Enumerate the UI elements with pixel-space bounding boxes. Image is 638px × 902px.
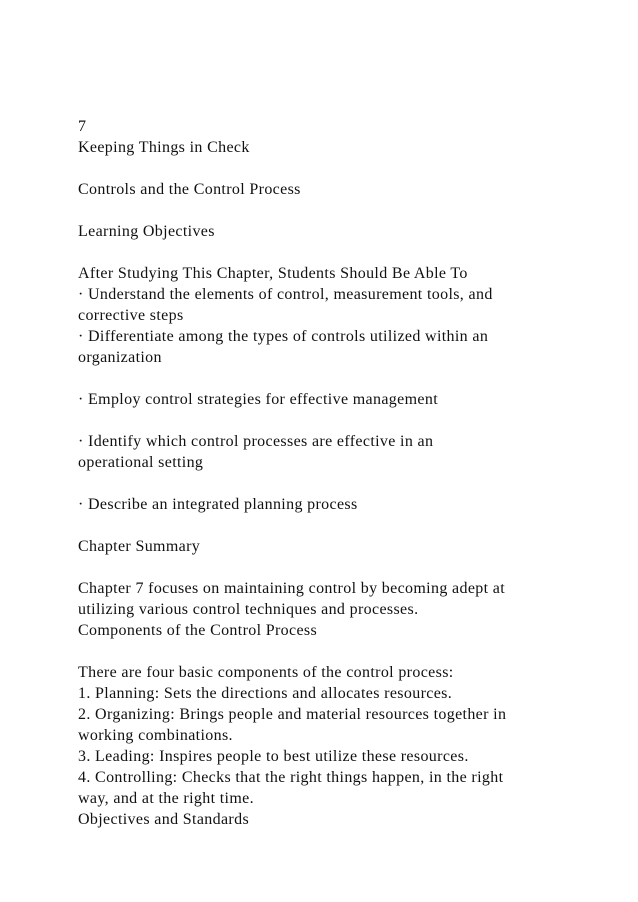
chapter-number: 7	[78, 118, 87, 135]
objective-3-line-1: · Employ control strategies for effective management	[78, 391, 438, 408]
summary-line-1: Chapter 7 focuses on maintaining control by becoming adept at	[78, 580, 506, 597]
spacer	[78, 242, 578, 263]
components-heading: Components of the Control Process	[78, 622, 318, 639]
spacer	[78, 641, 578, 662]
spacer	[78, 515, 578, 536]
chapter-title: Keeping Things in Check	[78, 139, 250, 156]
objective-4-line-1: · Identify which control processes are effective in an	[78, 433, 434, 450]
summary-line-2: utilizing various control techniques and processes.	[78, 601, 419, 618]
component-3-line-1: 3. Leading: Inspires people to best utilize these resources.	[78, 748, 469, 765]
objective-2-line-2: organization	[78, 349, 162, 366]
objective-4-line-2: operational setting	[78, 454, 204, 471]
spacer	[78, 410, 578, 431]
chapter-summary-heading: Chapter Summary	[78, 538, 201, 555]
spacer	[78, 200, 578, 221]
objective-1-line-2: corrective steps	[78, 307, 184, 324]
component-4-line-1: 4. Controlling: Checks that the right things happen, in the right	[78, 769, 504, 786]
component-1-line-1: 1. Planning: Sets the directions and allocates resources.	[78, 685, 453, 702]
objective-1-line-1: · Understand the elements of control, measurement tools, and	[78, 286, 493, 303]
component-4-line-2: way, and at the right time.	[78, 790, 254, 807]
section-title: Controls and the Control Process	[78, 181, 301, 198]
document-page	[78, 116, 578, 830]
spacer	[78, 557, 578, 578]
learning-objectives-heading: Learning Objectives	[78, 223, 215, 240]
component-2-line-2: working combinations.	[78, 727, 233, 744]
components-intro: There are four basic components of the control process:	[78, 664, 454, 681]
objectives-intro: After Studying This Chapter, Students Should Be Able To	[78, 265, 468, 282]
objective-2-line-1: · Differentiate among the types of controls utilized within an	[78, 328, 489, 345]
component-2-line-1: 2. Organizing: Brings people and material resources together in	[78, 706, 507, 723]
spacer	[78, 473, 578, 494]
objective-5-line-1: · Describe an integrated planning process	[78, 496, 358, 513]
objectives-standards-heading: Objectives and Standards	[78, 811, 250, 828]
spacer	[78, 158, 578, 179]
spacer	[78, 368, 578, 389]
